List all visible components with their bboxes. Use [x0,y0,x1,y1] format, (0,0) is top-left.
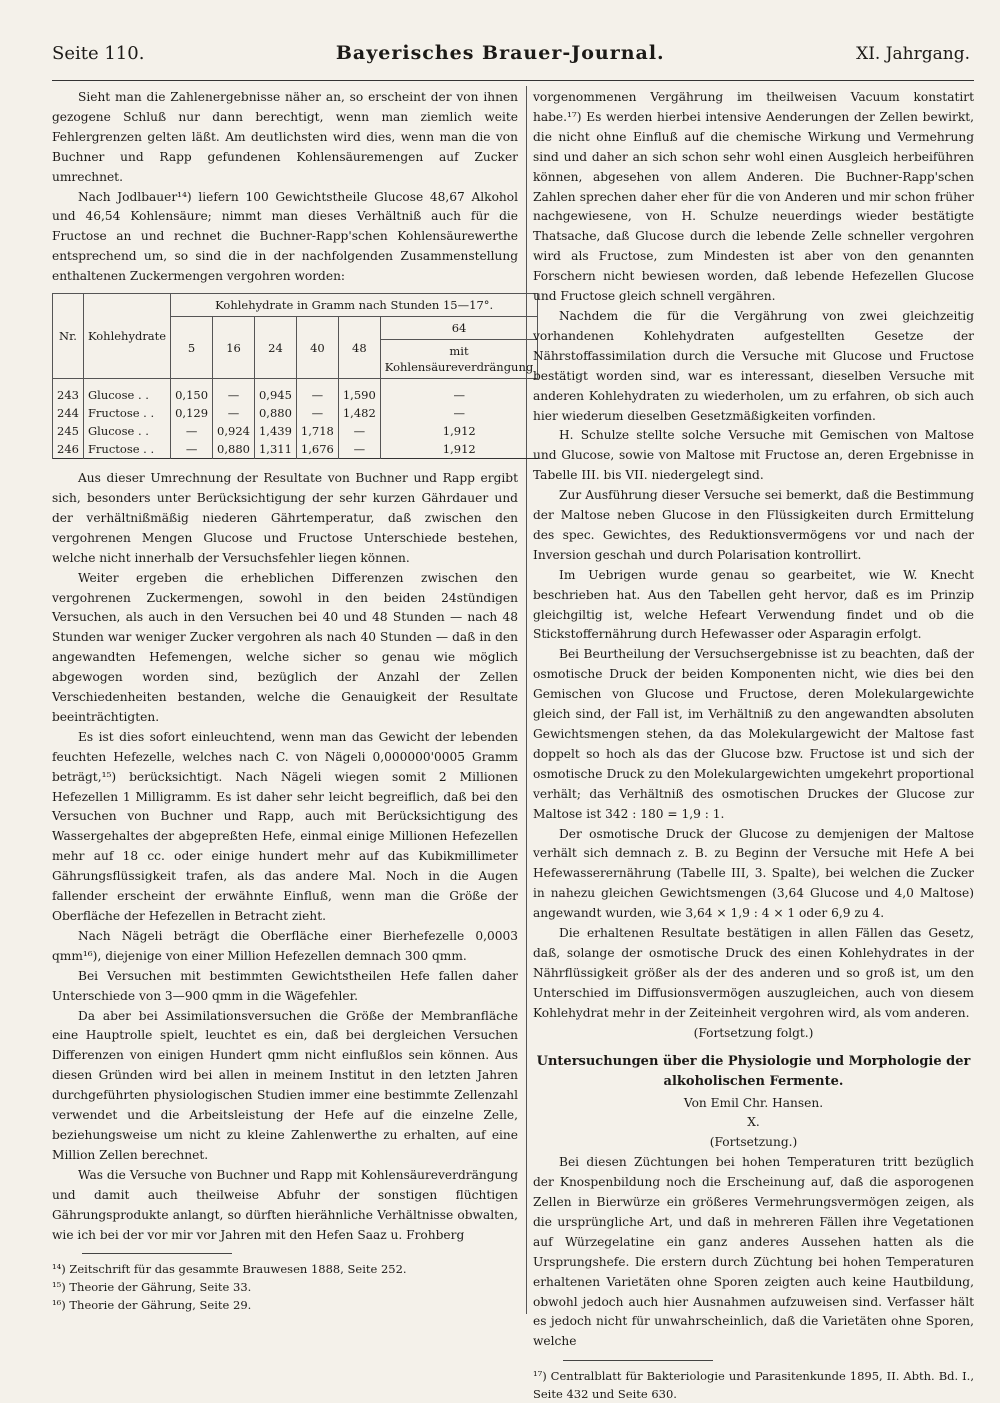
paragraph: Weiter ergeben die erheblichen Differenzen zwischen den vergohrenen Zuckermengen, sowohl in den beiden 24stündigen Versuchen, als auch in den Versuchen bei 40 und 48 Stunden — nach 48 Stunden war weniger Zucker vergohren als nach 40 Stunden — daß in den angewandten Hefemengen, welche sicher so genau wie möglich abgewogen worden sind, bezüglich der Anzahl der Zellen Verschiedenheiten bestanden, welche die Genauigkeit der Resultate beeinträchtigten. [52,570,518,724]
table-row [53,422,538,440]
paragraph: Bei diesen Züchtungen bei hohen Temperaturen tritt bezüglich der Knospenbildung noch die Erscheinung auf, daß die asporogenen Zellen in Bierwürze ein größeres Vermehrungsvermögen zeigen, als die ursprüngliche Art, und daß in mehreren Fällen ihre Vegetationen auf Würzegelatine ein ganz anderes Aussehen hatten als die Ursprungshefe. Die erstern durch Züchtung bei hohen Temperaturen erhaltenen Varietäten ohne Sporen zeigten auch keine Hautbildung, obwohl jedoch auch hier Ausnahmen aufzuweisen sind. Verfasser hält es jedoch nicht für unwahrscheinlich, daß die Varietäten ohne Sporen, welche [533,1155,974,1349]
paragraph: Bei Versuchen mit bestimmten Gewichtstheilen Hefe fallen daher Unterschiede von 3—900 qmm in die Wägefehler. [52,968,518,1003]
cell: 243 [53,379,84,405]
paragraph: Nachdem die für die Vergährung von zwei gleichzeitig vorhandenen Kohlehydraten aufgestellten Gesetze der Nährstoffassimilation durch die Versuche mit Glucose und Fructose bestätigt worden sind, war es interessant, dieselben Versuche mit anderen Kohlehydraten zu wiederholen, um zu erfahren, ob sich auch hier wiederum dieselben Gesetzmäßigkeiten vorfinden. [533,308,974,423]
hour-header: 5 [171,317,213,379]
journal-title: Bayerisches Brauer-Journal. [335,42,665,64]
continuation-note: (Fortsetzung folgt.) [693,1025,814,1040]
cell: 0,924 [213,422,255,440]
cell: 1,912 [380,440,537,459]
cell: — [213,379,255,405]
paragraph: Es ist dies sofort einleuchtend, wenn man das Gewicht der lebenden feuchten Hefezelle, welches nach C. von Nägeli 0,000000'0005 Gramm beträgt,¹⁵) berücksichtigt. Nach Nägeli wiegen somit 2 Millionen Hefezellen 1 Milligramm. Es ist daher sehr leicht begreiflich, daß bei den Versuchen von Buchner und Rapp, auch mit Berücksichtigung des Wassergehaltes der abgepreßten Hefe, einmal einige Millionen Hefezellen mehr auf 18 cc. oder einige hundert mehr auf das Kubikmillimeter Gährungsflüssigkeit trafen, als das andere Mal. Noch in die Augen fallender erscheint der erwähnte Einfluß, wenn man die Größe der Oberfläche der Hefezellen in Betracht zieht. [52,729,518,923]
hour-header: 40 [296,317,338,379]
cell: — [380,404,537,422]
fermentation-table [52,293,538,459]
cell: 1,676 [296,440,338,459]
footnote: ¹⁴) Zeitschrift für das gesammte Brauwesen 1888, Seite 252. [52,1262,407,1277]
cell: — [171,440,213,459]
cell: Glucose . . [83,422,170,440]
group-header: Kohlehydrate in Gramm nach Stunden 15—17°. [171,294,538,317]
cell: 246 [53,440,84,459]
left-column [52,88,534,1314]
table-row [53,379,538,405]
paragraph: Nach Jodlbauer¹⁴) liefern 100 Gewichtstheile Glucose 48,67 Alkohol und 46,54 Kohlensäure; nimmt man dieses Verhältniß auch für die Fructose an und rechnet die Buchner-Rapp'schen Kohlensäurewerthe entsprechend um, so sind die in der nachfolgenden Zusammenstellung enthaltenen Zuckermengen vergohren worden: [52,189,518,284]
hour-header: 24 [254,317,296,379]
column-divider [526,86,527,1314]
cell: — [338,422,380,440]
table-row [53,440,538,459]
volume-label: XI. Jahrgang. [856,44,970,64]
footnote: ¹⁵) Theorie der Gährung, Seite 33. [52,1280,252,1295]
paragraph: Der osmotische Druck der Glucose zu demjenigen der Maltose verhält sich demnach z. B. zu Beginn der Versuche mit Hefe A bei Hefewasserernährung (Tabelle III, 3. Spalte), bei welchen die Zucker in nahezu gleichen Gewichtsmengen (3,64 Glucose und 4,0 Maltose) angewandt wurden, wie 3,64 × 1,9 : 4 × 1 oder 6,9 zu 4. [533,826,974,921]
col-carbohydrate-header: Kohlehydrate [83,294,170,379]
paragraph: Nach Nägeli beträgt die Oberfläche einer Bierhefezelle 0,0003 qmm¹⁶), diejenige von einer Million Hefezellen demnach 300 qmm. [52,928,518,963]
cell: 1,311 [254,440,296,459]
cell: 0,129 [171,404,213,422]
cell: 0,150 [171,379,213,405]
cell: 1,482 [338,404,380,422]
paragraph: Aus dieser Umrechnung der Resultate von Buchner und Rapp ergibt sich, besonders unter Berücksichtigung der sehr kurzen Gährdauer und der verhältnißmäßig niederen Gährtemperatur, daß zwischen den vergohrenen Mengen Glucose und Fructose Unterschiede bestehen, welche nicht innerhalb der Versuchsfehler liegen können. [52,471,518,565]
cell: 1,912 [380,422,537,440]
table-row [53,404,538,422]
paragraph: Da aber bei Assimilationsversuchen die Größe der Membranfläche eine Hauptrolle spielt, leuchtet es ein, daß bei dergleichen Versuchen Differenzen von einigen Hundert qmm nicht einflußlos sein können. Aus diesen Gründen wird bei allen in meinem Institut in den letzten Jahren durchgeführten physiologischen Studien immer eine bestimmte Zellenzahl verwendet und die Arbeitsleistung der Hefe auf die einzelne Zelle, beziehungsweise um nicht zu kleine Zahlenwerthe zu erhalten, auf eine Million Zellen berechnet. [52,1008,518,1162]
cell: — [171,422,213,440]
sub-header: mit Kohlensäureverdrängung [380,340,537,379]
paragraph: Was die Versuche von Buchner und Rapp mit Kohlensäureverdrängung und damit auch theilweise Abfuhr der sonstigen flüchtigen Gährungsprodukte anlangt, so dürften hierähnliche Verhältnisse obwalten, wie ich bei der vor mir vor Jahren mit den Hefen Saaz u. Frohberg [52,1167,518,1242]
hour-header: 16 [213,317,255,379]
paragraph: Sieht man die Zahlenergebnisse näher an, so erscheint der von ihnen gezogene Schluß nur dann berechtigt, wenn man ziemlich weite Fehlergrenzen gelten läßt. Am deutlichsten wird dies, wenn man die von Buchner und Rapp gefundenen Kohlensäuremengen auf Zucker umrechnet. [52,90,518,184]
article-title: Untersuchungen über die Physiologie und Morphologie der alkoholischen Fermente. [536,1053,971,1089]
cell: — [296,404,338,422]
cell: Glucose . . [83,379,170,405]
continuation-note: (Fortsetzung.) [709,1135,798,1150]
page-number: Seite 110. [52,43,145,64]
paragraph: vorgenommenen Vergährung im theilweisen Vacuum konstatirt habe.¹⁷) Es werden hierbei intensive Aenderungen der Zellen bewirkt, die nicht ohne Einfluß auf die chemische Wirkung und Vermehrung sind und daher an sich schon sehr wohl einen Ausgleich herbeiführen können, abgesehen von allem Anderen. Die Buchner-Rapp'schen Zahlen sprechen daher eher für die von Anderen und mir schon früher nachgewiesene, von H. Schulze neuerdings wieder bestätigte Thatsache, daß Glucose durch die lebende Zelle schneller vergohren wird als Fructose, zum Mindesten ist aber von den genannten Forschern nicht bewiesen worden, daß lebende Hefezellen Glucose und Fructose gleich schnell vergähren. [533,90,974,304]
header-rule [52,80,974,81]
col-nr-header: Nr. [53,294,84,379]
hour-header: 48 [338,317,380,379]
paragraph: Zur Ausführung dieser Versuche sei bemerkt, daß die Bestimmung der Maltose neben Glucose in den Flüssigkeiten durch Ermittelung des spec. Gewichtes, des Reduktionsvermögens vor und nach der Inversion geschah und durch Polarisation kontrollirt. [533,488,974,562]
cell: — [338,440,380,459]
cell: 1,718 [296,422,338,440]
cell: — [213,404,255,422]
footnote: ¹⁷) Centralblatt für Bakteriologie und Parasitenkunde 1895, II. Abth. Bd. I., Seite 432 und Seite 630. [533,1369,974,1402]
running-header [52,42,970,78]
section-number: X. [747,1115,760,1130]
footnote-rule [82,1253,232,1254]
hour-header: 64 [380,317,537,340]
cell: — [380,379,537,405]
paragraph: Die erhaltenen Resultate bestätigen in allen Fällen das Gesetz, daß, solange der osmotische Druck des einen Kohlehydrates in der Nährflüssigkeit größer als der des anderen und so groß ist, um den Unterschied im Diffusionsvermögen auszugleichen, auch von diesem Kohlehydrat mehr in der Zeiteinheit vergohren wird, als vom anderen. [533,926,974,1020]
footnote-rule [563,1360,713,1361]
paragraph: Im Uebrigen wurde genau so gearbeitet, wie W. Knecht beschrieben hat. Aus den Tabellen geht hervor, daß es im Prinzip gleichgiltig ist, welche Hefeart Verwendung findet und ob die Stickstoffernährung durch Hefewasser oder Asparagin erfolgt. [533,567,974,642]
right-column [533,88,974,1403]
cell: 245 [53,422,84,440]
cell: 0,880 [213,440,255,459]
author-line: Von Emil Chr. Hansen. [683,1095,824,1110]
paragraph: Bei Beurtheilung der Versuchsergebnisse ist zu beachten, daß der osmotische Druck der beiden Komponenten nicht, wie dies bei den Gemischen von Glucose und Fructose, deren Molekulargewichte gleich sind, der Fall ist, im Verhältniß zu den angewandten absoluten Gewichtsmengen stehen, da das Molekulargewicht der Maltose fast doppelt so hoch als das der Glucose bzw. Fructose ist und sich der osmotische Druck zu den Molekulargewichten umgekehrt proportional verhält; das Verhältniß des osmotischen Druckes der Glucose zur Maltose ist 342 : 180 = 1,9 : 1. [533,647,974,821]
cell: Fructose . . [83,404,170,422]
cell: — [296,379,338,405]
footnote: ¹⁶) Theorie der Gährung, Seite 29. [52,1298,252,1313]
cell: Fructose . . [83,440,170,459]
cell: 1,590 [338,379,380,405]
cell: 1,439 [254,422,296,440]
paragraph: H. Schulze stellte solche Versuche mit Gemischen von Maltose und Glucose, sowie von Maltose mit Fructose an, deren Ergebnisse in Tabelle III. bis VII. niedergelegt sind. [533,428,974,483]
cell: 0,945 [254,379,296,405]
cell: 0,880 [254,404,296,422]
cell: 244 [53,404,84,422]
